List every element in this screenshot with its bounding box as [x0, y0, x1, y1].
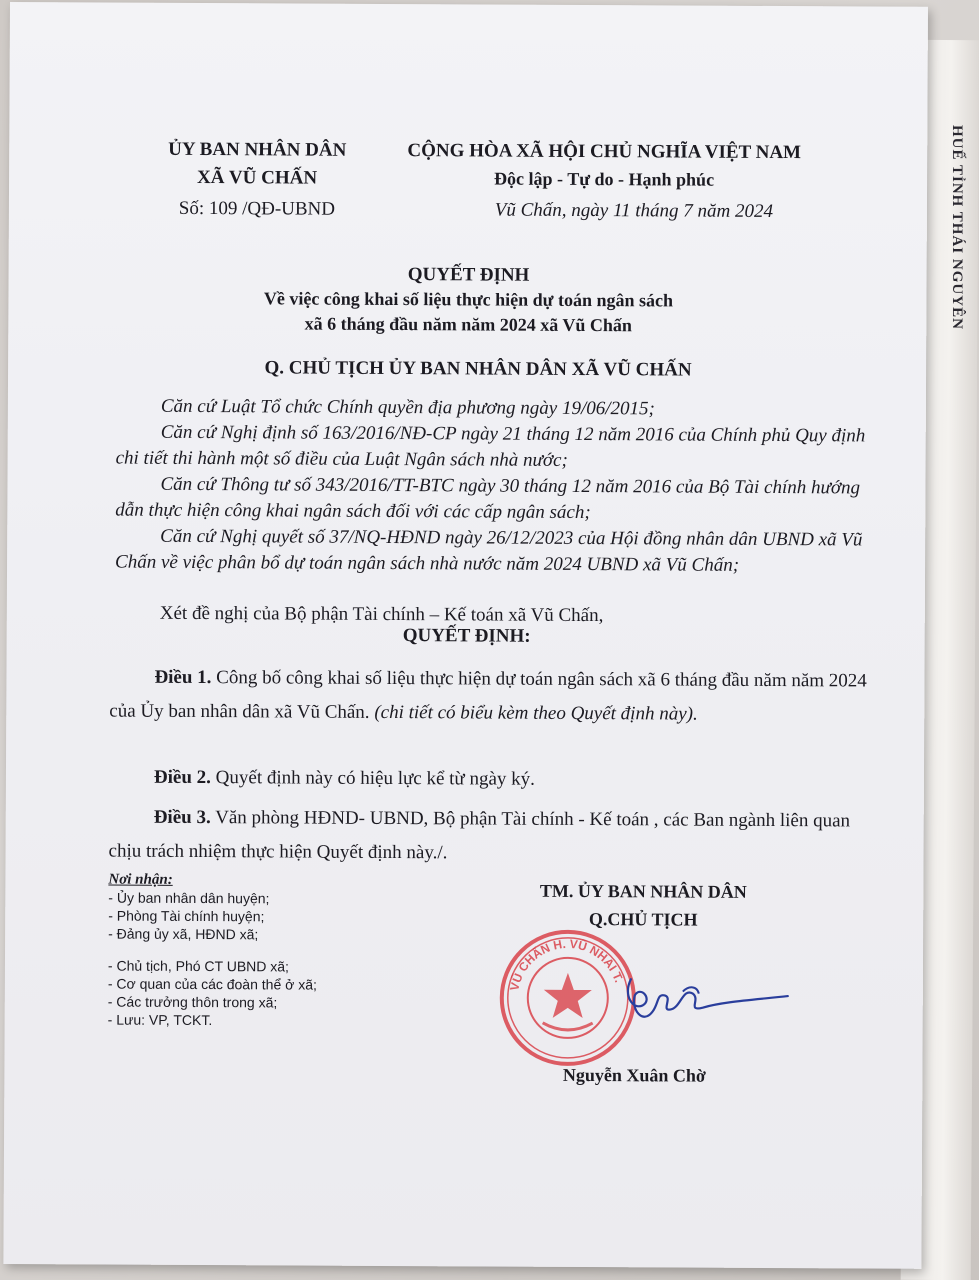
article-3-label: Điều 3. — [153, 806, 211, 829]
legal-basis-3: Căn cứ Thông tư số 343/2016/TT-BTC ngày 30 tháng 12 năm 2016 của Bộ Tài chính hướng dẫn thực hiện công khai ngân sách đối với các cấp ngân sách; — [115, 473, 861, 524]
legal-basis-4: Căn cứ Nghị quyết số 37/NQ-HĐND ngày 26/12/2023 của Hội đồng nhân dân UBND xã Vũ Chấn về việc phân bổ dự toán ngân sách nhà nước năm 2024 UBND xã Vũ Chấn; — [115, 525, 863, 576]
article-3-text: Văn phòng HĐND- UBND, Bộ phận Tài chính - Kế toán , các Ban ngành liên quan chịu trách nhiệm thực hiện Quyết định này./. — [108, 807, 851, 864]
recipient-item: - Cơ quan của các đoàn thể ở xã; — [107, 975, 317, 993]
recipients-block — [108, 872, 429, 1031]
recipients-group-2 — [108, 957, 428, 1031]
recipient-item: - Phòng Tài chính huyện; — [108, 907, 265, 925]
signature-on-behalf: TM. ỦY BAN NHÂN DÂN — [539, 880, 747, 902]
decision-heading: QUYẾT ĐỊNH: — [402, 625, 531, 647]
recipient-item: - Đảng ủy xã, HĐND xã; — [108, 925, 259, 943]
document-page — [3, 2, 928, 1269]
legal-basis-1: Căn cứ Luật Tổ chức Chính quyền địa phương ngày 19/06/2015; — [160, 395, 655, 420]
national-motto: Độc lập - Tự do - Hạnh phúc — [494, 168, 715, 190]
issuing-org-line1: ỦY BAN NHÂN DÂN — [168, 138, 347, 161]
article-1-text: Công bố công khai số liệu thực hiện dự toán ngân sách xã 6 tháng đầu năm năm 2024 của Ủy ban nhân dân xã Vũ Chấn. — [109, 667, 867, 723]
article-2-text: Quyết định này có hiệu lực kể từ ngày ký. — [210, 767, 535, 790]
nation-title: CỘNG HÒA XÃ HỘI CHỦ NGHĨA VIỆT NAM — [407, 140, 802, 164]
document-title: QUYẾT ĐỊNH — [407, 264, 530, 286]
signature-position: Q.CHỦ TỊCH — [588, 909, 698, 930]
article-1-note: (chi tiết có biểu kèm theo Quyết định này). — [374, 701, 698, 725]
document-number: Số: 109 /QĐ-UBND — [178, 197, 336, 220]
article-1 — [109, 661, 869, 733]
place-and-date: Vũ Chấn, ngày 11 tháng 7 năm 2024 — [494, 199, 774, 222]
legal-bases — [115, 394, 876, 580]
proposal-line: Xét đề nghị của Bộ phận Tài chính – Kế toán xã Vũ Chấn, — [159, 602, 604, 627]
article-2-label: Điều 2. — [153, 766, 211, 789]
recipients-title: Nơi nhận: — [108, 871, 173, 888]
subject-line-1: Về việc công khai số liệu thực hiện dự toán ngân sách — [263, 288, 674, 311]
article-1-label: Điều 1. — [154, 666, 212, 689]
handwritten-signature-icon — [613, 965, 793, 1046]
issuing-org-line2: XÃ VŨ CHẤN — [197, 166, 318, 189]
legal-basis-2: Căn cứ Nghị định số 163/2016/NĐ-CP ngày 21 tháng 12 năm 2016 của Chính phủ Quy định chi tiết thi hành một số điều của Luật Ngân sách nhà nước; — [115, 421, 866, 471]
article-3 — [108, 801, 868, 873]
recipients-group-1 — [108, 889, 428, 945]
recipient-item: - Lưu: VP, TCKT. — [107, 1011, 213, 1029]
seal-text: VŨ CHẤN H. VŨ NHAI T. — [507, 936, 627, 993]
signer-name: Nguyễn Xuân Chờ — [562, 1064, 706, 1086]
recipient-item: - Các trưởng thôn trong xã; — [107, 993, 278, 1011]
background-sheet-text: HUẾ TỈNH THÁI NGUYÊN — [949, 125, 965, 330]
subject-line-2: xã 6 tháng đầu năm năm 2024 xã Vũ Chấn — [304, 313, 632, 336]
recipient-item: - Ủy ban nhân dân huyện; — [108, 889, 270, 907]
recipient-item: - Chủ tịch, Phó CT UBND xã; — [107, 957, 290, 975]
article-2 — [109, 765, 869, 795]
issuing-authority: Q. CHỦ TỊCH ỦY BAN NHÂN DÂN XÃ VŨ CHẤN — [264, 357, 692, 381]
